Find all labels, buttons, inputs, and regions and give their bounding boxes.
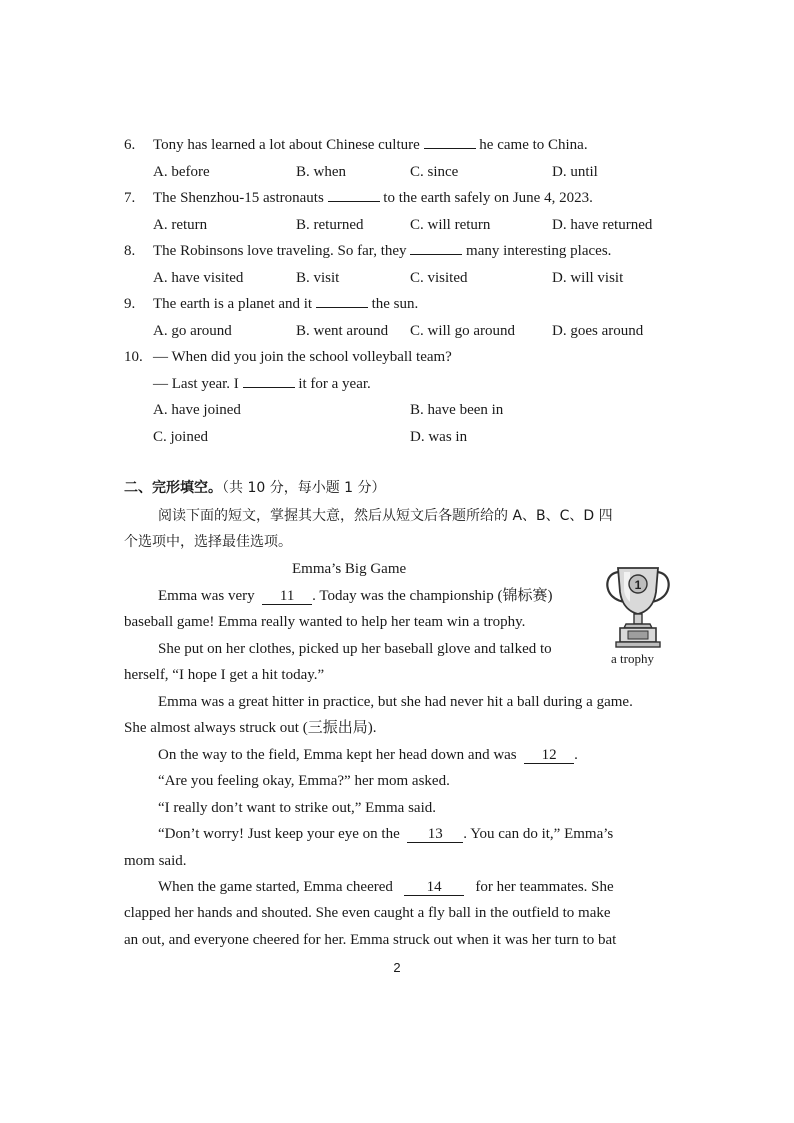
question-number: 10.	[124, 349, 143, 365]
text-segment: Emma was very	[158, 588, 255, 604]
stem-pre: The earth is a planet and it	[153, 296, 313, 312]
section-score-note: （共 10 分，每小题 1 分）	[222, 480, 386, 496]
text-segment: “Don’t worry! Just keep your eye on the	[158, 826, 400, 842]
trophy-image	[600, 562, 676, 648]
stem-pre: Tony has learned a lot about Chinese culture	[153, 137, 420, 153]
option-c[interactable]: C. since	[410, 164, 459, 180]
option-b[interactable]: B. when	[296, 164, 346, 180]
text-segment: When the game started, Emma cheered	[158, 879, 393, 895]
question-number: 6.	[124, 137, 136, 153]
question-stem	[153, 136, 588, 154]
passage-line	[158, 825, 613, 843]
option-b[interactable]: B. visit	[296, 270, 340, 286]
question-stem	[153, 242, 611, 260]
answer-blank	[410, 242, 462, 255]
page-number: 2	[393, 960, 401, 975]
numbered-blank-14: 14	[404, 879, 464, 896]
option-b[interactable]: B. went around	[296, 323, 389, 339]
dialogue-line-2	[153, 375, 371, 393]
numbered-blank-11: 11	[262, 588, 312, 605]
passage-line: “Are you feeling okay, Emma?” her mom asked.	[158, 773, 450, 789]
question-number: 8.	[124, 243, 136, 259]
passage-line: mom said.	[124, 853, 187, 869]
option-a[interactable]: A. go around	[153, 323, 232, 339]
passage-line: She almost always struck out (三振出局).	[124, 720, 377, 736]
stem-pre: The Robinsons love traveling. So far, they	[153, 243, 407, 259]
option-c[interactable]: C. visited	[410, 270, 468, 286]
passage-line: Emma was a great hitter in practice, but she had never hit a ball during a game.	[158, 694, 633, 710]
text-segment: . Today was the championship (锦标赛)	[312, 588, 553, 604]
option-a[interactable]: A. have visited	[153, 270, 244, 286]
option-c[interactable]: C. will go around	[410, 323, 515, 339]
dialogue-post: it for a year.	[298, 376, 371, 392]
answer-blank	[316, 295, 368, 308]
dialogue-line-1: — When did you join the school volleyball team?	[153, 349, 452, 365]
option-b[interactable]: B. have been in	[410, 402, 504, 418]
passage-line	[158, 878, 614, 896]
option-a[interactable]: A. return	[153, 217, 208, 233]
stem-post: he came to China.	[479, 137, 588, 153]
passage-line: herself, “I hope I get a hit today.”	[124, 667, 325, 683]
option-a[interactable]: A. have joined	[153, 402, 241, 418]
passage-line: clapped her hands and shouted. She even caught a fly ball in the outfield to make	[124, 905, 611, 921]
question-stem	[153, 295, 418, 313]
answer-blank	[243, 375, 295, 388]
stem-post: the sun.	[371, 296, 419, 312]
trophy-number: 1	[634, 578, 642, 592]
trophy-icon	[600, 562, 676, 648]
question-number: 9.	[124, 296, 136, 312]
stem-post: to the earth safely on June 4, 2023.	[383, 190, 593, 206]
text-segment: for her teammates. She	[475, 879, 614, 895]
instruction-line-2: 个选项中，选择最佳选项。	[124, 534, 292, 550]
section-title: 二、完形填空。	[124, 480, 222, 496]
numbered-blank-12: 12	[524, 747, 574, 764]
numbered-blank-13: 13	[407, 826, 463, 843]
option-d[interactable]: D. goes around	[552, 323, 644, 339]
passage-line	[158, 587, 552, 605]
passage-line	[158, 746, 578, 764]
passage-line: baseball game! Emma really wanted to help her team win a trophy.	[124, 614, 526, 630]
section-heading	[124, 479, 386, 497]
option-b[interactable]: B. returned	[296, 217, 364, 233]
option-d[interactable]: D. will visit	[552, 270, 624, 286]
option-d[interactable]: D. have returned	[552, 217, 653, 233]
passage-title: Emma’s Big Game	[292, 561, 407, 577]
question-stem	[153, 189, 593, 207]
text-segment: .	[574, 747, 578, 763]
text-segment: . You can do it,” Emma’s	[463, 826, 614, 842]
option-a[interactable]: A. before	[153, 164, 210, 180]
question-number: 7.	[124, 190, 136, 206]
answer-blank	[328, 189, 380, 202]
option-d[interactable]: D. was in	[410, 429, 468, 445]
instruction-line-1: 阅读下面的短文，掌握其大意，然后从短文后各题所给的 A、B、C、D 四	[158, 508, 613, 524]
trophy-caption: a trophy	[611, 651, 654, 666]
option-d[interactable]: D. until	[552, 164, 598, 180]
passage-line: She put on her clothes, picked up her baseball glove and talked to	[158, 641, 552, 657]
stem-post: many interesting places.	[466, 243, 612, 259]
answer-blank	[424, 136, 476, 149]
text-segment: On the way to the field, Emma kept her head down and was	[158, 747, 517, 763]
passage-line: an out, and everyone cheered for her. Emma struck out when it was her turn to bat	[124, 932, 617, 948]
stem-pre: The Shenzhou-15 astronauts	[153, 190, 324, 206]
option-c[interactable]: C. will return	[410, 217, 491, 233]
passage-line: “I really don’t want to strike out,” Emma said.	[158, 800, 436, 816]
option-c[interactable]: C. joined	[153, 429, 208, 445]
dialogue-pre: — Last year. I	[153, 376, 239, 392]
